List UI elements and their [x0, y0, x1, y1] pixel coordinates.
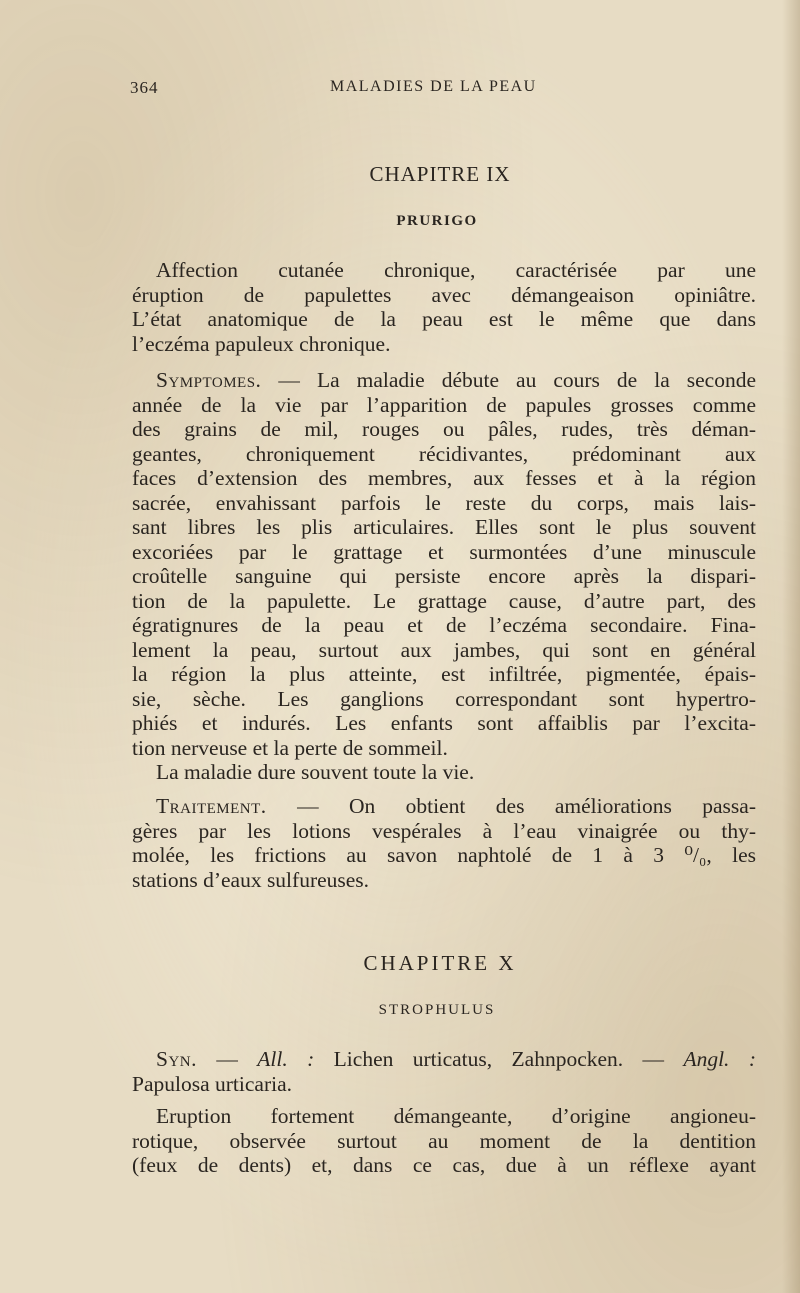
text-line: l’eczéma papuleux chronique. — [132, 331, 391, 356]
syn-label: Syn. — [156, 1047, 197, 1071]
text-line — [132, 368, 756, 393]
page-number: 364 — [130, 78, 159, 97]
text-line — [132, 794, 756, 819]
text-line: tion de la papulette. Le grattage cause, d’autre part, des — [132, 588, 756, 613]
eruption-paragraph — [132, 1104, 756, 1178]
text-line: Eruption fortement démangeante, d’origine angioneu- — [156, 1104, 756, 1128]
synonyms-paragraph — [132, 1047, 756, 1096]
running-title: MALADIES DE LA PEAU — [330, 78, 537, 95]
text-line: sacrée, envahissant parfois le reste du corps, mais lais- — [132, 490, 756, 515]
text-line: des grains de mil, rouges ou pâles, rudes, très déman- — [132, 417, 756, 441]
page-edge-shadow — [782, 0, 800, 1293]
text-line: croûtelle sanguine qui persiste encore après la dispari- — [132, 564, 756, 588]
text-line: année de la vie par l’apparition de papules grosses comme — [132, 392, 756, 417]
text-line: Papulosa urticaria. — [132, 1071, 293, 1096]
text-line: Affection cutanée chronique, caractérisée par une — [156, 258, 756, 282]
text-line: gères par les lotions vespérales à l’eau vinaigrée ou thy- — [132, 818, 756, 843]
chapter-10-subtitle: STROPHULUS — [378, 1002, 496, 1018]
text-line: lement la peau, surtout aux jambes, qui sont en général — [132, 637, 756, 662]
traitement-paragraph — [132, 794, 756, 892]
text-line: molée, les frictions au savon naphtolé de 1 à 3 ⁰/₀, les — [132, 843, 756, 867]
text-line: stations d’eaux sulfureuses. — [132, 867, 370, 892]
text-line: tion nerveuse et la perte de sommeil. — [132, 735, 448, 760]
text-line: sant libres les plis articulaires. Elles sont le plus souvent — [132, 515, 756, 539]
chapter-9-title: CHAPITRE IX — [369, 162, 511, 186]
text-line: Syn. — All. : Lichen urticatus, Zahnpocken. — Angl. : — [156, 1047, 756, 1071]
syn-all-text: Lichen urticatus, Zahnpocken. — — [314, 1047, 684, 1071]
text-line: (feux de dents) et, dans ce cas, due à un réflexe ayant — [132, 1153, 756, 1177]
running-head — [0, 78, 800, 102]
symptomes-first-line: — La maladie débute au cours de la seconde — [261, 368, 756, 392]
text-line: geantes, chroniquement récidivantes, prédominant aux — [132, 441, 756, 466]
syn-all-label: All. : — [257, 1047, 315, 1071]
text-line: phiés et indurés. Les enfants sont affaiblis par l’excita- — [132, 711, 756, 735]
chapter-9-subtitle: PRURIGO — [396, 213, 478, 229]
text-line: éruption de papulettes avec démangeaison opiniâtre. — [132, 282, 756, 307]
text-line: rotique, observée surtout au moment de la dentition — [132, 1128, 756, 1153]
text-line: L’état anatomique de la peau est le même que dans — [132, 307, 756, 331]
text-line: sie, sèche. Les ganglions correspondant sont hypertro- — [132, 686, 756, 711]
intro-paragraph — [132, 258, 756, 356]
symptomes-label: Symptomes. — [156, 368, 262, 392]
traitement-first-line: — On obtient des améliorations passa- — [266, 794, 756, 818]
traitement-label: Traitement. — [156, 794, 267, 818]
duration-line: La maladie dure souvent toute la vie. — [156, 760, 475, 784]
chapter-10-title: CHAPITRE X — [363, 951, 517, 975]
text-line: égratignures de la peau et de l’eczéma secondaire. Fina- — [132, 613, 756, 637]
text-line: faces d’extension des membres, aux fesses et à la région — [132, 466, 756, 490]
text-line: excoriées par le grattage et surmontées d’une minuscule — [132, 539, 756, 564]
text-line: la région la plus atteinte, est infiltrée, pigmentée, épais- — [132, 662, 756, 686]
syn-angl-label: Angl. : — [683, 1047, 756, 1071]
symptomes-paragraph — [132, 368, 756, 785]
